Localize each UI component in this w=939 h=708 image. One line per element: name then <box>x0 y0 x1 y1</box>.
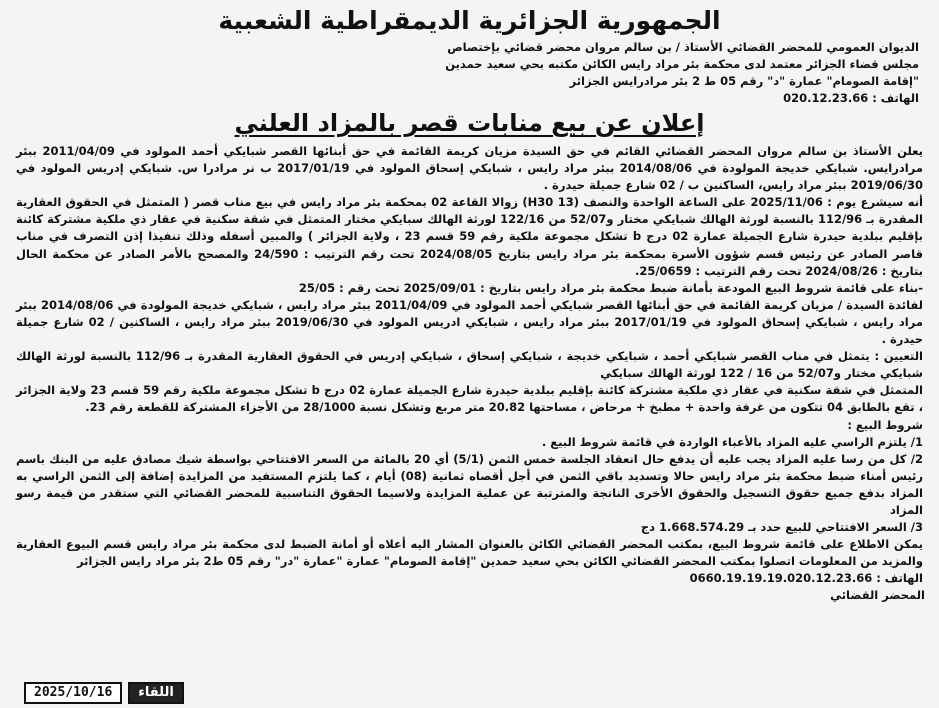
signature: المحضر القضائي <box>830 588 925 603</box>
notice-paragraph: -بناء على قائمة شروط البيع المودعة بأمانة ضبط محكمة بئر مراد رايس بتاريخ : 2025/09/01 تحت رقم : 25/05 <box>298 280 923 295</box>
bailiff-office-address <box>14 39 925 107</box>
notice-paragraph: أنه سيشرع يوم : 2025/11/06 على الساعة الواحدة والنصف (13 H30) زوالا القاعة 02 بمحكمة بئر مراد رايس في بيع مناب قصر ( المتمثل في الحقوق العقارية المقدرة بـ 112/96 بالنسبة لورثة الهالك شبايكي مختار و52/07 من 122/16 لورثة الهالك سبايكي مختار المتمثل في شقة سكنية في عقار ذي ملكية مشتركة كائنة بإقليم ببلدية حيدرة شارع الجميلة عمارة 02 درج b تشكل مجموعة ملكية رقم 59 قسم 23 ، ولاية الجزائر ) والمبين أسفله وذلك تنفيذا إذن التصرف في مناب قاصر الصادر عن رئيس قسم شؤون الأسرة بمحكمة بئر مراد رايس بتاريخ 2024/08/05 تحت رقم الترتيب : 24/590 والمصحح بالأمر الصادر عن محكمة الحال بتاريخ : 2024/08/26 تحت رقم الترتيب : 25/0659. <box>16 195 923 278</box>
sale-conditions-heading: شروط البيع : <box>847 417 923 432</box>
publication-date: 2025/10/16 <box>24 682 122 704</box>
notice-title: إعلان عن بيع منابات قصر بالمزاد العلني <box>234 109 705 137</box>
condition-item: 2/ كل من رسا عليه المزاد يجب عليه أن يدفع حال انعقاد الجلسة خمس الثمن (5/1) أي 20 بالمائة من السعر الافتتاحي بواسطة شيك مصادق عليه من البنك باسم رئيس أمناء ضبط محكمة بئر مراد رايس حالا وتسديد باقي الثمن في أجل أقصاه ثمانية (08) أيام ، كما يلتزم المستفيد من المزايدة إضافة إلى الثمن الراسي به المزاد بدفع جميع حقوق التسجيل والحقوق الأخرى الناتجة والمترتبة عن عملية المزايدة ولاسيما الحقوق التناسبية للمحضر القضائي التي ستقدر من قيمة رسو المزاد <box>16 451 923 517</box>
publication-footer <box>24 682 184 704</box>
condition-item: 1/ يلتزم الراسي عليه المزاد بالأعباء الواردة في قائمة شروط البيع . <box>541 434 923 449</box>
newspaper-name: اللقاء <box>128 682 184 704</box>
address-line: "إقامة الصومام" عمارة "د" رقم 05 ط 2 بئر مرادرايس الجزائر <box>569 74 919 88</box>
address-line: الديوان العمومي للمحضر القضائي الأستاذ / بن سالم مروان محضر قضائي بإختصاص <box>447 40 919 54</box>
phone-line: الهاتف : 020.12.23.66 <box>783 91 919 105</box>
republic-heading: الجمهورية الجزائرية الديمقراطية الشعبية <box>218 6 721 35</box>
notice-paragraph: يعلن الأستاذ بن سالم مروان المحضر القضائي القائم في حق السيدة مزيان كريمة القائمة في حق أبنائها القصر شبايكي أحمد المولود في 2011/04/09 ببئر مرادرايس. شبايكي خديجة المولودة في 2014/08/06 ببئر مراد رايس ، شبايكي إسحاق المولود في 2017/01/19 ب نر مرادرا س. شبايكي إدريس المولود في 2019/06/30 ببئر مراد رايس، الساكنين ب / 02 شارع جميلة حيدرة . <box>16 144 923 193</box>
notice-paragraph: المتمثل في شقة سكنية في عقار ذي ملكية مشتركة كائنة بإقليم ببلدية حيدرة شارع الجميلة عمارة 02 درج b تشكل مجموعة ملكية رقم 59 قسم 23 ولاية الجزائر ، تقع بالطابق 04 تتكون من غرفة واحدة + مطبخ + مرحاض ، مساحتها 20.82 متر مربع وتشكل نسبة 28/1000 من الأجزاء المشتركة للقطعة رقم 23. <box>16 383 923 415</box>
notice-paragraph: يمكن الاطلاع على قائمة شروط البيع، بمكتب المحضر القضائي الكائن بالعنوان المشار اليه أعلاه أو أمانة الضبط لدى محكمة بئر مراد رايس قسم البيوع العقارية والمزيد من المعلومات اتصلوا بمكتب المحضر القضائي الكائن بحي سعيد حمدين "إقامة الصومام" عمارة "عمارة "در" رقم 05 ط2 بئر مراد رايس الجزائر <box>16 537 923 569</box>
contact-phone: الهاتف : 0660.19.19.19.020.12.23.66 <box>689 571 923 586</box>
address-line: مجلس قضاء الجزائر معتمد لدى محكمة بئر مراد رايس الكائن مكتبه بحي سعيد حمدين <box>445 57 919 71</box>
notice-paragraph: التعيين : يتمثل في مناب القصر شبايكي أحمد ، شبايكي خديجة ، شبايكي إسحاق ، شبايكي إدريس في الحقوق العقارية المقدرة بـ 112/96 بالنسبة لورثة الهالك شبايكي مختار و52/07 من 16 / 122 لورثة الهالك سبايكي <box>16 349 923 381</box>
condition-item: 3/ السعر الافتتاحي للبيع حدد بـ 1.668.574.29 دج <box>640 520 923 535</box>
notice-body <box>14 143 925 587</box>
notice-paragraph: لفائدة السيدة / مزيان كريمة القائمة في حق أبنائها القصر شبايكي أحمد المولود في 2011/04/09 ببئر مراد رايس ، شبايكي خديجة المولودة في 2014/08/06 ببئر مراد رايس ، شبايكي إسحاق المولود في 2017/01/19 ببئر مراد رايس ، شبايكي ادريس المولود في 2019/06/30 ببئر مراد رايس ، الساكنين / 02 شارع جميلة حيدرة . <box>16 297 923 347</box>
